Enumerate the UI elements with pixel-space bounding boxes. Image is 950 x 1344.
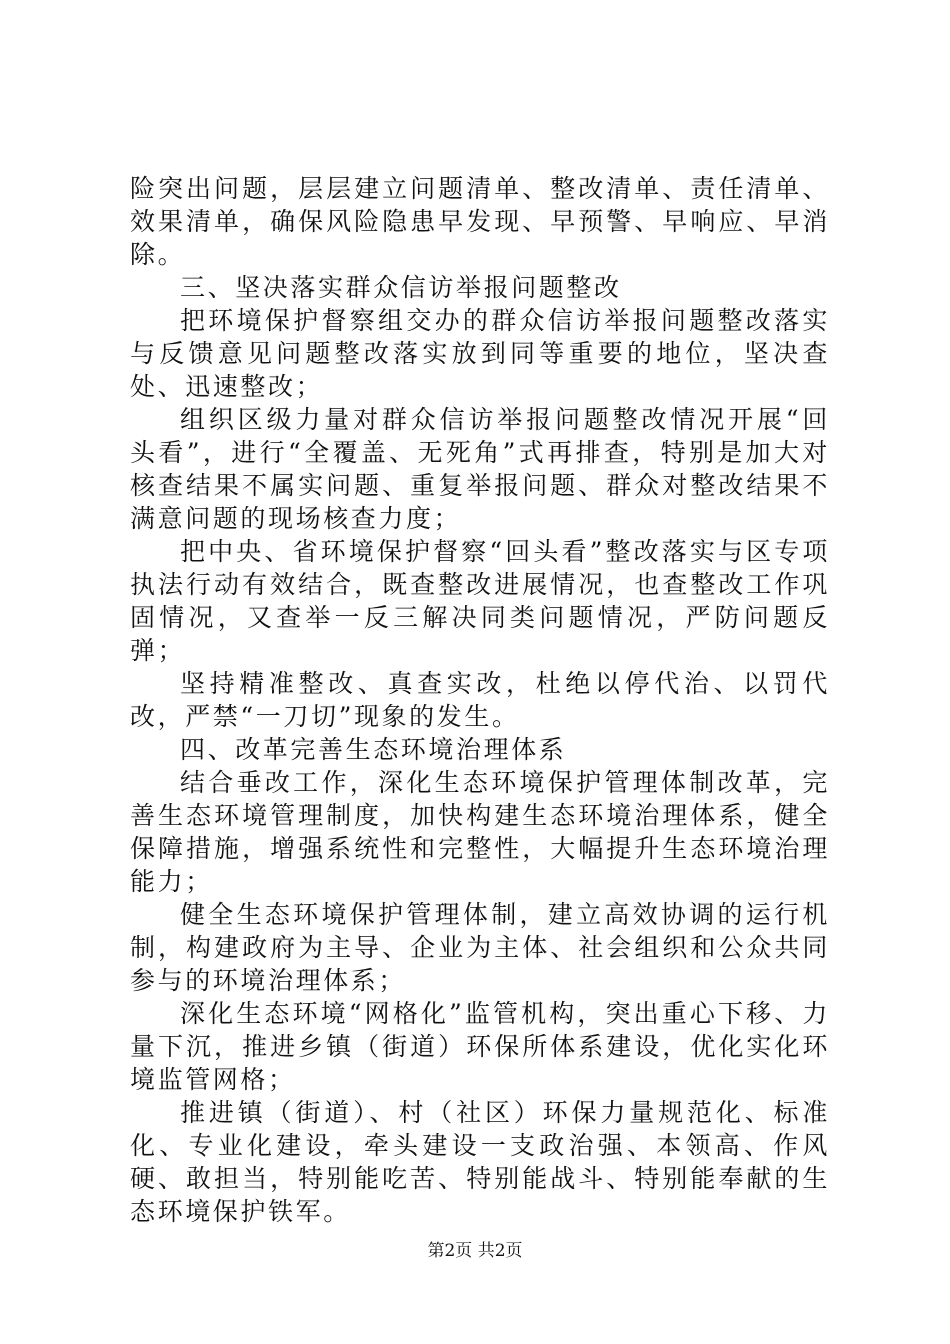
paragraph: 组织区级力量对群众信访举报问题整改情况开展“回头看”，进行“全覆盖、无死角”式再排查，特别是加大对核查结果不属实问题、重复举报问题、群众对整改结果不满意问题的现场核查力度； bbox=[130, 405, 830, 533]
paragraph: 推进镇（街道）、村（社区）环保力量规范化、标准化、专业化建设，牵头建设一支政治强、本领高、作风硬、敢担当，特别能吃苦、特别能战斗、特别能奉献的生态环境保护铁军。 bbox=[130, 1098, 830, 1226]
paragraph: 把环境保护督察组交办的群众信访举报问题整改落实与反馈意见问题整改落实放到同等重要的地位，坚决查处、迅速整改； bbox=[130, 306, 830, 401]
document-body bbox=[130, 172, 830, 1228]
paragraph: 健全生态环境保护管理体制，建立高效协调的运行机制，构建政府为主导、企业为主体、社会组织和公众共同参与的环境治理体系； bbox=[130, 900, 830, 995]
section-heading-3: 三、坚决落实群众信访举报问题整改 bbox=[180, 273, 622, 302]
paragraph-continuation: 险突出问题，层层建立问题清单、整改清单、责任清单、效果清单，确保风险隐患早发现、早预警、早响应、早消除。 bbox=[130, 174, 830, 269]
page-footer bbox=[0, 1240, 950, 1262]
paragraph: 结合垂改工作，深化生态环境保护管理体制改革，完善生态环境管理制度，加快构建生态环境治理体系，健全保障措施，增强系统性和完整性，大幅提升生态环境治理能力； bbox=[130, 768, 830, 896]
paragraph: 把中央、省环境保护督察“回头看”整改落实与区专项执法行动有效结合，既查整改进展情况，也查整改工作巩固情况，又查举一反三解决同类问题情况，严防问题反弹； bbox=[130, 537, 830, 665]
paragraph: 深化生态环境“网格化”监管机构，突出重心下移、力量下沉，推进乡镇（街道）环保所体系建设，优化实化环境监管网格； bbox=[130, 999, 830, 1094]
page-number: 第2页 共2页 bbox=[427, 1241, 523, 1261]
paragraph: 坚持精准整改、真查实改，杜绝以停代治、以罚代改，严禁“一刀切”现象的发生。 bbox=[130, 669, 830, 731]
section-heading-4: 四、改革完善生态环境治理体系 bbox=[180, 735, 567, 764]
